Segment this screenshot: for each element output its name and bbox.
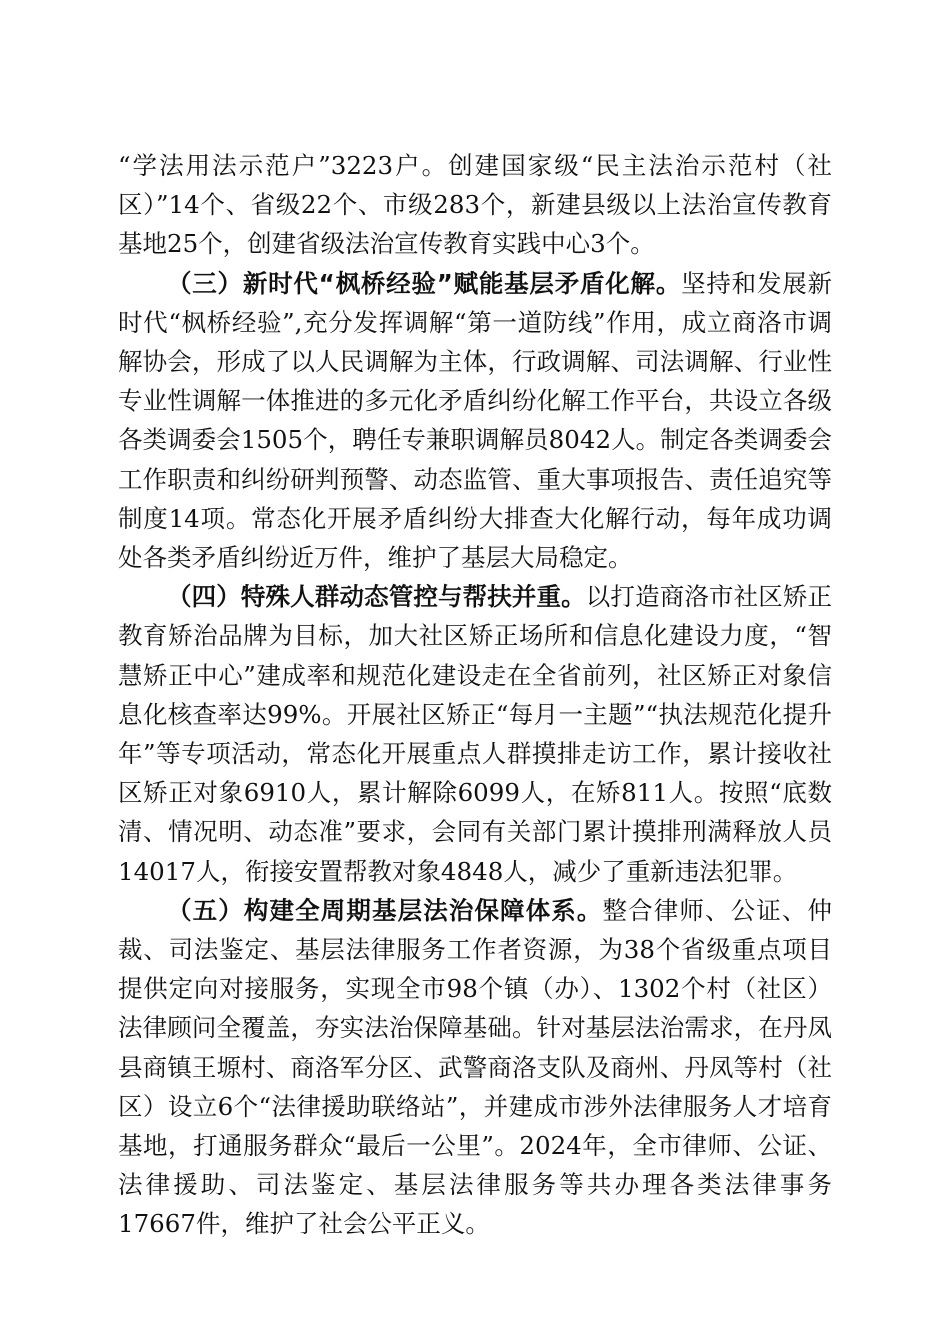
document-page [118,146,832,1244]
paragraph-mediation [118,264,832,578]
paragraph-special-groups [118,577,832,891]
section-heading-5: （五）构建全周期基层法治保障体系。 [167,895,603,925]
paragraph-body: “学法用法示范户”3223户。创建国家级“民主法治示范村（社区）”14个、省级22个、市级283个，新建县级以上法治宣传教育基地25个，创建省级法治宣传教育实践中心3个。 [118,151,832,259]
paragraph-continuation [118,146,832,264]
paragraph-body: 坚持和发展新时代“枫桥经验”,充分发挥调解“第一道防线”作用，成立商洛市调解协会，形成了以人民调解为主体，行政调解、司法调解、行业性专业性调解一体推进的多元化矛盾纠纷化解工作平台，共设立各级各类调委会1505个，聘任专兼职调解员8042人。制定各类调委会工作职责和纠纷研判预警、动态监管、重大事项报告、责任追究等制度14项。常态化开展矛盾纠纷大排查大化解行动，每年成功调处各类矛盾纠纷近万件，维护了基层大局稳定。 [118,268,833,573]
paragraph-body: 整合律师、公证、仲裁、司法鉴定、基层法律服务工作者资源，为38个省级重点项目提供定向对接服务，实现全市98个镇（办）、1302个村（社区）法律顾问全覆盖，夯实法治保障基础。针对基层法治需求，在丹凤县商镇王塬村、商洛军分区、武警商洛支队及商州、丹凤等村（社区）设立6个“法律援助联络站”，并建成市涉外法律服务人才培育基地，打通服务群众“最后一公里”。2024年，全市律师、公证、法律援助、司法鉴定、基层法律服务等共办理各类法律事务17667件，维护了社会公平正义。 [118,895,833,1239]
section-heading-3: （三）新时代“枫桥经验”赋能基层矛盾化解。 [167,268,682,298]
paragraph-legal-protection [118,891,832,1244]
section-heading-4: （四）特殊人群动态管控与帮扶并重。 [167,582,586,612]
paragraph-body: 以打造商洛市社区矫正教育矫治品牌为目标，加大社区矫正场所和信息化建设力度，“智慧矫正中心”建成率和规范化建设走在全省前列，社区矫正对象信息化核查率达99%。开展社区矫正“每月一主题”“执法规范化提升年”等专项活动，常态化开展重点人群摸排走访工作，累计接收社区矫正对象6910人，累计解除6099人，在矫811人。按照“底数清、情况明、动态准”要求，会同有关部门累计摸排刑满释放人员14017人，衔接安置帮教对象4848人，减少了重新违法犯罪。 [118,582,833,886]
